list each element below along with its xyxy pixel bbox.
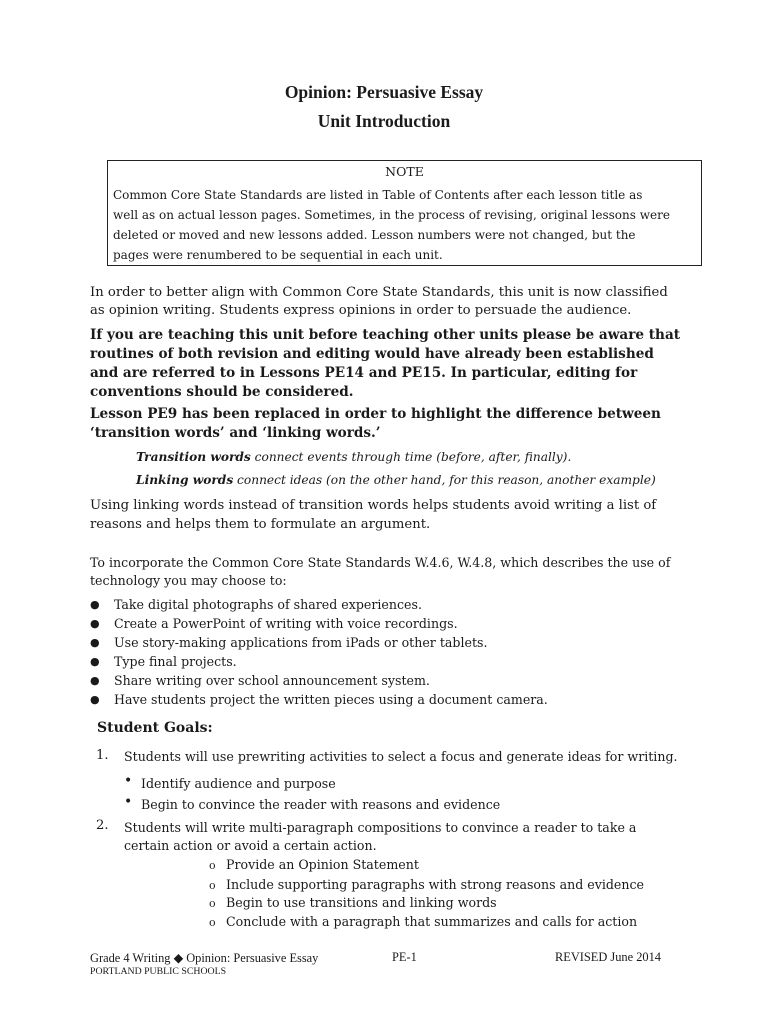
transition-term: Transition words	[136, 450, 251, 464]
warning-paragraph-line: conventions should be considered.	[90, 384, 354, 400]
transition-words-example	[136, 450, 571, 464]
circle-bullet-icon: o	[209, 859, 216, 872]
goal-sub-item: Provide an Opinion Statement	[226, 857, 419, 872]
intro-paragraph-line: as opinion writing. Students express opinions in order to persuade the audience.	[90, 303, 632, 318]
list-item: Type final projects.	[114, 654, 237, 669]
bullet-icon: ●	[90, 674, 100, 687]
bullet-icon: ●	[90, 655, 100, 668]
goal-number: 1.	[96, 748, 109, 763]
bullet-icon: ●	[90, 598, 100, 611]
goal-sub-item: Include supporting paragraphs with strong reasons and evidence	[226, 877, 644, 892]
lesson-note-line: ‘transition words’ and ‘linking words.’	[90, 425, 381, 441]
goal-sub-item: Begin to convince the reader with reasons and evidence	[141, 797, 501, 812]
note-heading: NOTE	[385, 164, 424, 179]
linking-words-example	[136, 473, 656, 487]
bullet-icon: ●	[90, 617, 100, 630]
student-goals-heading: Student Goals:	[97, 720, 213, 736]
bullet-icon: ●	[90, 693, 100, 706]
note-box	[107, 160, 702, 266]
bullet-icon: ●	[90, 636, 100, 649]
page-subtitle: Unit Introduction	[317, 111, 451, 131]
note-line: deleted or moved and new lessons added. Lesson numbers were not changed, but the	[113, 228, 636, 242]
note-line: Common Core State Standards are listed in Table of Contents after each lesson title as	[113, 188, 643, 202]
technology-paragraph-line: To incorporate the Common Core State Standards W.4.6, W.4.8, which describes the use of	[90, 555, 671, 570]
intro-paragraph-line: In order to better align with Common Core State Standards, this unit is now classified	[90, 285, 668, 300]
circle-bullet-icon: o	[209, 879, 216, 892]
lesson-note-line: Lesson PE9 has been replaced in order to highlight the difference between	[90, 406, 661, 422]
technology-paragraph-line: technology you may choose to:	[90, 573, 287, 588]
goal-number: 2.	[96, 818, 109, 833]
circle-bullet-icon: o	[209, 897, 216, 910]
list-item: Have students project the written pieces using a document camera.	[114, 692, 548, 707]
warning-paragraph-line: and are referred to in Lessons PE14 and PE15. In particular, editing for	[90, 365, 638, 381]
bullet-icon: •	[124, 794, 133, 810]
linking-term: Linking words	[136, 473, 234, 487]
warning-paragraph-line: If you are teaching this unit before teaching other units please be aware that	[90, 327, 681, 343]
footer-course: Grade 4 Writing ◆ Opinion: Persuasive Essay	[90, 951, 319, 965]
goal-text: Students will use prewriting activities to select a focus and generate ideas for writing.	[124, 749, 678, 764]
goal-text: Students will write multi-paragraph compositions to convince a reader to take a	[124, 820, 637, 835]
note-line: pages were renumbered to be sequential in each unit.	[113, 248, 443, 262]
circle-bullet-icon: o	[209, 916, 216, 929]
linking-paragraph-line: reasons and helps them to formulate an argument.	[90, 517, 431, 532]
warning-paragraph-line: routines of both revision and editing would have already been established	[90, 346, 654, 362]
linking-paragraph-line: Using linking words instead of transition words helps students avoid writing a list of	[90, 498, 657, 513]
page-title: Opinion: Persuasive Essay	[284, 82, 484, 102]
footer-page-number: PE-1	[392, 950, 417, 964]
goal-sub-item: Conclude with a paragraph that summarizes and calls for action	[226, 914, 638, 929]
bullet-icon: •	[124, 773, 133, 789]
linking-definition: connect ideas (on the other hand, for this reason, another example)	[233, 473, 656, 487]
goal-sub-item: Begin to use transitions and linking words	[226, 895, 497, 910]
footer-revised: REVISED June 2014	[555, 950, 662, 964]
transition-definition: connect events through time (before, after, finally).	[250, 450, 572, 464]
list-item: Share writing over school announcement system.	[114, 673, 430, 688]
goal-text: certain action or avoid a certain action.	[124, 838, 377, 853]
list-item: Take digital photographs of shared experiences.	[114, 597, 422, 612]
list-item: Use story-making applications from iPads or other tablets.	[114, 635, 488, 650]
note-line: well as on actual lesson pages. Sometimes, in the process of revising, original lessons were	[113, 208, 670, 222]
footer-school: PORTLAND PUBLIC SCHOOLS	[90, 966, 227, 977]
goal-sub-item: Identify audience and purpose	[141, 776, 336, 791]
list-item: Create a PowerPoint of writing with voice recordings.	[114, 616, 458, 631]
